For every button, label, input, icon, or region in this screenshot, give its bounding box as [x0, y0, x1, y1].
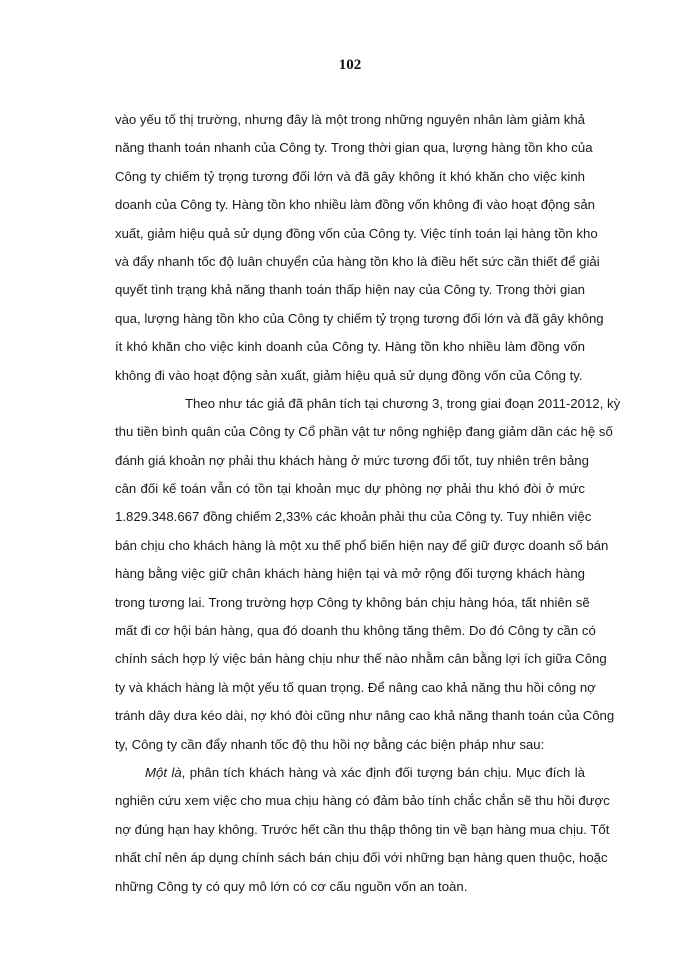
- text-line: năng thanh toán nhanh của Công ty. Trong thời gian qua, lượng hàng tồn kho của: [115, 140, 593, 156]
- text-line: ít khó khăn cho việc kinh doanh của Công ty. Hàng tồn kho nhiều làm đồng vốn: [115, 339, 585, 355]
- text-line: cân đối kế toán vẫn có tồn tại khoản mục dự phòng nợ phải thu khó đòi ở mức: [115, 481, 585, 497]
- text-line: ty và khách hàng là một yếu tố quan trọng. Để nâng cao khả năng thu hồi công nợ: [115, 679, 596, 695]
- page-number: 102: [338, 57, 362, 73]
- text-line: trong tương lai. Trong trường hợp Công ty không bán chịu hàng hóa, tất nhiên sẽ: [115, 594, 590, 610]
- body-text: [115, 106, 621, 901]
- italic-lead-phrase: Một là: [145, 764, 182, 780]
- paragraph-2: [115, 390, 621, 759]
- paragraph-3: [115, 759, 610, 901]
- text-line: đánh giá khoản nợ phải thu khách hàng ở mức tương đối tốt, tuy nhiên trên bảng: [115, 452, 589, 468]
- text-line: doanh của Công ty. Hàng tồn kho nhiều làm đồng vốn không đi vào hoạt động sản: [115, 197, 595, 213]
- text-line: không đi vào hoạt động sản xuất, giảm hiệu quả sử dụng đồng vốn của Công ty.: [115, 367, 583, 383]
- text-line: thu tiền bình quân của Công ty Cổ phần vật tư nông nghiệp đang giảm dần các hệ số: [115, 424, 613, 440]
- text-line: nghiên cứu xem việc cho mua chịu hàng có đảm bảo tính chắc chắn sẽ thu hồi được: [115, 793, 610, 809]
- lead-line-rest: , phân tích khách hàng và xác định đối tượng bán chịu. Mục đích là: [181, 764, 585, 780]
- text-line-with-lead: [115, 759, 585, 787]
- text-line: nợ đúng hạn hay không. Trước hết cần thu thập thông tin về bạn hàng mua chịu. Tốt: [115, 821, 610, 837]
- text-line: vào yếu tố thị trường, nhưng đây là một trong những nguyên nhân làm giảm khả: [115, 112, 585, 127]
- text-line: ty, Công ty cần đẩy nhanh tốc độ thu hồi nợ bằng các biện pháp như sau:: [115, 736, 545, 752]
- text-line: quyết tình trạng khả năng thanh toán thấp hiện nay của Công ty. Trong thời gian: [115, 282, 585, 298]
- text-line: hàng bằng việc giữ chân khách hàng hiện tại và mở rộng đối tượng khách hàng: [115, 566, 585, 582]
- text-line: những Công ty có quy mô lớn có cơ cấu nguồn vốn an toàn.: [115, 878, 468, 894]
- text-line: nhất chỉ nên áp dụng chính sách bán chịu đối với những bạn hàng quen thuộc, hoặc: [115, 850, 608, 866]
- text-line: Công ty chiếm tỷ trọng tương đối lớn và đã gây không ít khó khăn cho việc kinh: [115, 168, 585, 184]
- text-line: xuất, giảm hiệu quả sử dụng đồng vốn của Công ty. Việc tính toán lại hàng tồn kho: [115, 225, 598, 241]
- text-line: và đẩy nhanh tốc độ luân chuyển của hàng tồn kho là điều hết sức cần thiết để giải: [115, 253, 600, 269]
- text-line: 1.829.348.667 đồng chiếm 2,33% các khoản phải thu của Công ty. Tuy nhiên việc: [115, 509, 592, 525]
- text-line: tránh dây dưa kéo dài, nợ khó đòi cũng như nâng cao khả năng thanh toán của Công: [115, 708, 615, 724]
- text-line: mất đi cơ hội bán hàng, qua đó doanh thu không tăng thêm. Do đó Công ty cần có: [115, 623, 596, 639]
- text-line: Theo như tác giả đã phân tích tại chương 3, trong giai đoạn 2011-2012, kỳ: [185, 395, 621, 411]
- text-line: bán chịu cho khách hàng là một xu thế phổ biến hiện nay để giữ được doanh số bán: [115, 537, 609, 553]
- text-line: qua, lượng hàng tồn kho của Công ty chiếm tỷ trọng tương đối lớn và đã gây không: [115, 310, 604, 326]
- paragraph-1: [115, 106, 604, 390]
- text-line: chính sách hợp lý việc bán hàng chịu như thế nào nhằm cân bằng lợi ích giữa Công: [115, 651, 607, 667]
